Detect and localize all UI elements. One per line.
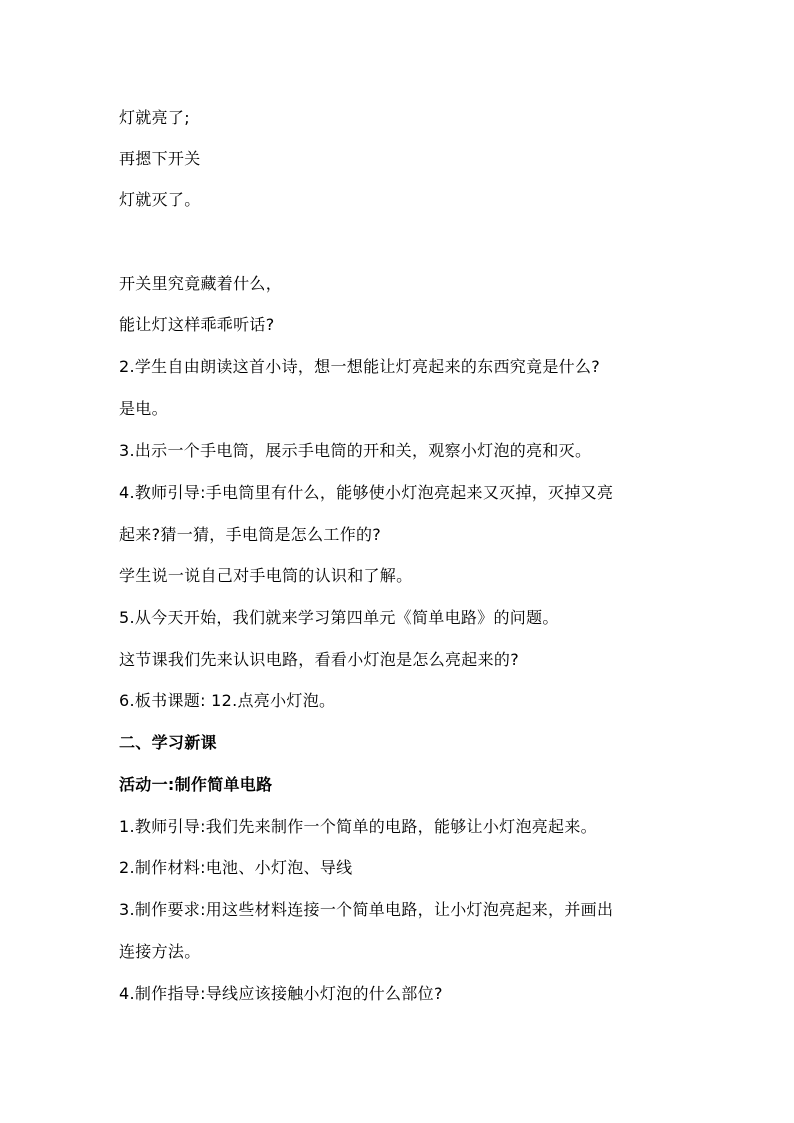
activity-step-3-line-1: 3.制作要求:用这些材料连接一个简单电路，让小灯泡亮起来，并画出 (119, 900, 614, 919)
activity-step-2: 2.制作材料:电池、小灯泡、导线 (119, 858, 353, 877)
paragraph-step-4-line-1: 4.教师引导:手电筒里有什么，能够使小灯泡亮起来又灭掉，灭掉又亮 (119, 483, 614, 502)
paragraph-step-4-line-2: 起来?猜一猜，手电筒是怎么工作的? (119, 525, 382, 544)
activity-heading: 活动一:制作简单电路 (119, 775, 273, 794)
activity-step-3-line-2: 连接方法。 (119, 942, 201, 961)
activity-step-4: 4.制作指导:导线应该接触小灯泡的什么部位? (119, 984, 443, 1003)
paragraph-lesson-intro: 这节课我们先来认识电路，看看小灯泡是怎么亮起来的? (119, 650, 519, 669)
poem-line-3: 灯就灭了。 (119, 190, 201, 209)
paragraph-step-6: 6.板书课题: 12.点亮小灯泡。 (119, 691, 336, 710)
poem-line-2: 再摁下开关 (119, 149, 201, 168)
section-heading: 二、学习新课 (119, 733, 217, 752)
paragraph-step-3: 3.出示一个手电筒，展示手电筒的开和关，观察小灯泡的亮和灭。 (119, 441, 592, 460)
paragraph-step-2: 2.学生自由朗读这首小诗，想一想能让灯亮起来的东西究竟是什么? (119, 357, 601, 376)
poem-line-4: 开关里究竟藏着什么， (119, 274, 283, 293)
activity-step-1: 1.教师引导:我们先来制作一个简单的电路，能够让小灯泡亮起来。 (119, 817, 597, 836)
paragraph-answer: 是电。 (119, 399, 168, 418)
paragraph-step-5: 5.从今天开始，我们就来学习第四单元《简单电路》的问题。 (119, 608, 559, 627)
poem-line-5: 能让灯这样乖乖听话? (119, 315, 275, 334)
poem-line-1: 灯就亮了; (119, 108, 190, 127)
paragraph-student-discussion: 学生说一说自己对手电筒的认识和了解。 (119, 566, 413, 585)
